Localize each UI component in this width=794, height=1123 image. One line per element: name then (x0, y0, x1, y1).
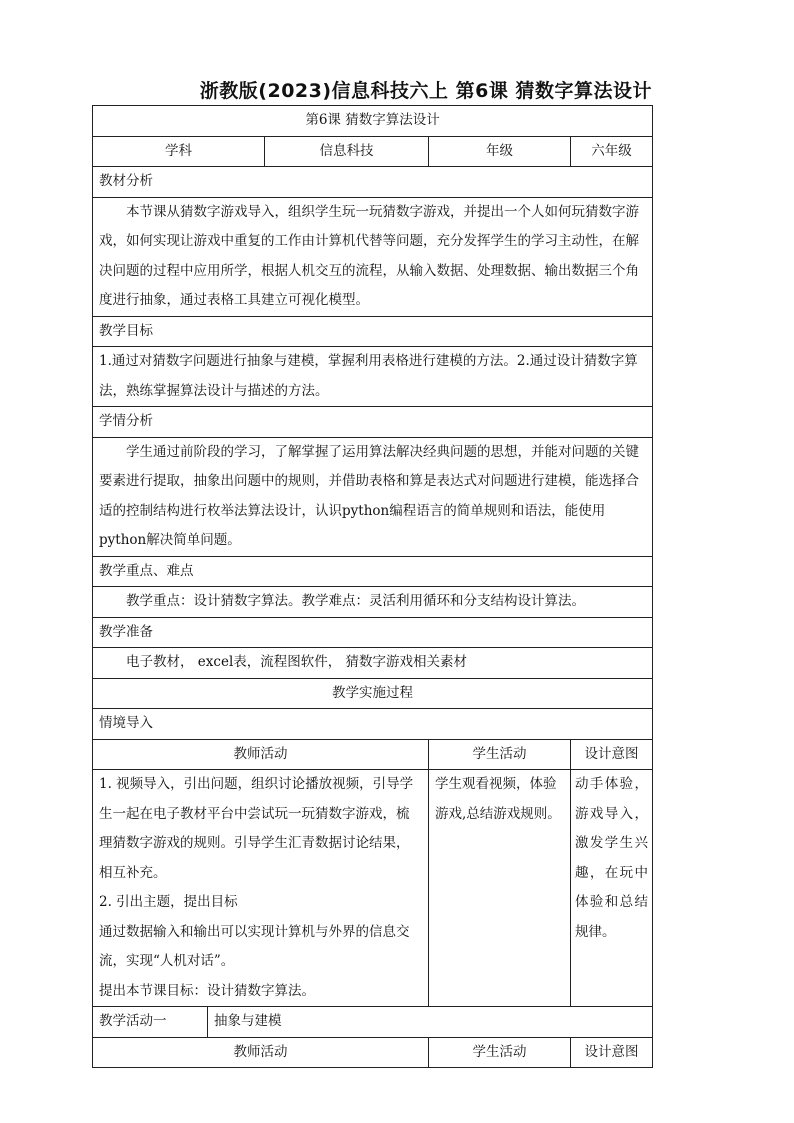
key-points-body: 教学重点：设计猜数字算法。教学难点：灵活利用循环和分支结构设计算法。 (93, 587, 653, 618)
design-intent-header: 设计意图 (571, 1037, 653, 1068)
intro-teacher-line: 1. 视频导入，引出问题，组织讨论播放视频，引导学生一起在电子教材平台中尝试玩一玩猜数字游戏，梳理猜数字游戏的规则。引导学生汇青数据讨论结果，相互补充。 (99, 776, 414, 881)
intro-student-activity: 学生观看视频，体验游戏,总结游戏规则。 (429, 770, 571, 1007)
lesson-title-row (93, 106, 653, 137)
intro-teacher-line: 提出本节课目标：设计猜数字算法。 (99, 982, 315, 999)
intro-column-headers (93, 739, 653, 770)
textbook-analysis-heading: 教材分析 (93, 167, 653, 198)
subject-label: 学科 (93, 136, 265, 167)
intro-section-heading: 情境导入 (93, 709, 653, 740)
lesson-plan-table (92, 105, 653, 1068)
intro-teacher-line: 2. 引出主题，提出目标 (99, 894, 238, 910)
objectives-heading: 教学目标 (93, 316, 653, 347)
document-title: 浙教版(2023)信息科技六上 第6课 猜数字算法设计 (199, 80, 652, 102)
objectives-body: 1.通过对猜数字问题进行抽象与建模，掌握利用表格进行建模的方法。2.通过设计猜数字算法，熟练掌握算法设计与描述的方法。 (93, 347, 653, 407)
meta-row (93, 136, 653, 167)
textbook-analysis-body: 本节课从猜数字游戏导入，组织学生玩一玩猜数字游戏，并提出一个人如何玩猜数字游戏，如何实现让游戏中重复的工作由计算机代替等问题，充分发挥学生的学习主动性，在解决问题的过程中应用所学，根据人机交互的流程，从输入数据、处理数据、输出数据三个角度进行抽象，通过表格工具建立可视化模型。 (93, 197, 653, 316)
teacher-activity-header: 教师活动 (93, 739, 429, 770)
activity1-row (93, 1007, 653, 1038)
design-intent-header: 设计意图 (571, 739, 653, 770)
lesson-title: 第6课 猜数字算法设计 (93, 106, 653, 137)
intro-design-intent: 动手体验，游戏导入，激发学生兴趣，在玩中体验和总结规律。 (571, 770, 653, 1007)
intro-teacher-line: 通过数据输入和输出可以实现计算机与外界的信息交流，实现“人机对话”。 (99, 923, 410, 969)
grade-value: 六年级 (571, 136, 653, 167)
key-points-heading: 教学重点、难点 (93, 556, 653, 587)
student-activity-header: 学生活动 (429, 739, 571, 770)
student-activity-header: 学生活动 (429, 1037, 571, 1068)
preparation-body: 电子教材， excel表，流程图软件， 猜数字游戏相关素材 (93, 648, 653, 679)
learner-analysis-heading: 学情分析 (93, 407, 653, 438)
intro-activity-row (93, 770, 653, 1007)
activity1-value: 抽象与建模 (208, 1007, 653, 1038)
grade-label: 年级 (429, 136, 571, 167)
process-heading: 教学实施过程 (93, 678, 653, 709)
preparation-heading: 教学准备 (93, 617, 653, 648)
subject-value: 信息科技 (265, 136, 429, 167)
intro-teacher-activity (93, 770, 429, 1007)
activity1-label: 教学活动一 (93, 1007, 208, 1038)
learner-analysis-body: 学生通过前阶段的学习，了解掌握了运用算法解决经典问题的思想，并能对问题的关键要素进行提取，抽象出问题中的规则，并借助表格和算是表达式对问题进行建模，能选择合适的控制结构进行枚举法算法设计，认识python编程语言的简单规则和语法，能使用python解决简单问题。 (93, 437, 653, 556)
activity1-column-headers (93, 1037, 653, 1068)
teacher-activity-header: 教师活动 (93, 1037, 429, 1068)
